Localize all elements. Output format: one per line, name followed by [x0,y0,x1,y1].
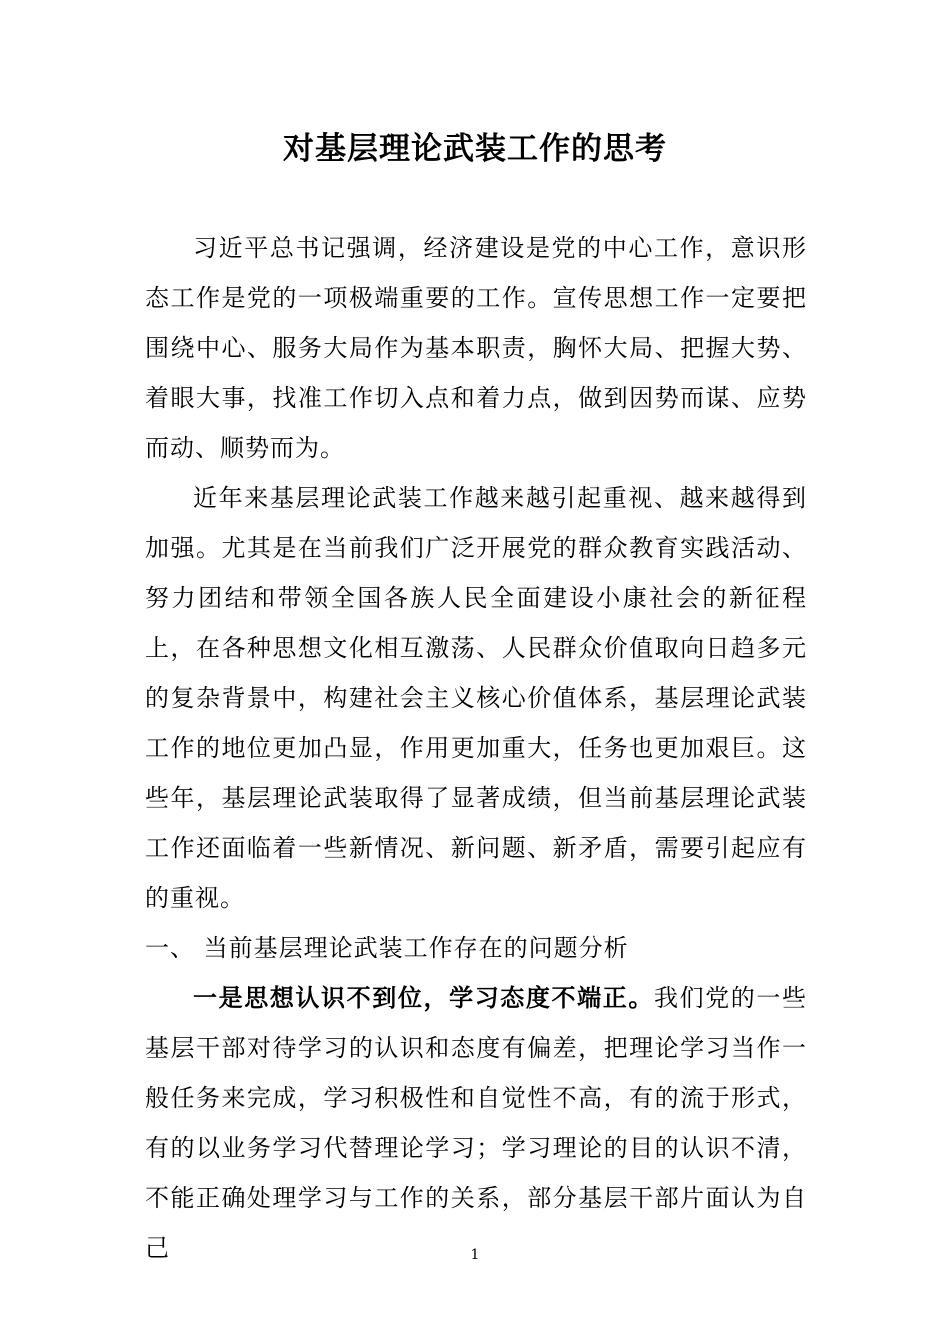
paragraph-intro: 习近平总书记强调，经济建设是党的中心工作，意识形态工作是党的一项极端重要的工作。宣传思想工作一定要把围绕中心、服务大局作为基本职责，胸怀大局、把握大势、着眼大事，找准工作切入点和着力点，做到因势而谋、应势而动、顺势而为。 [145,234,807,462]
page-number: 1 [470,1247,480,1263]
document-body [145,223,807,1273]
paragraph-problem-one [145,973,807,1273]
paragraph-body-text: 我们党的一些基层干部对待学习的认识和态度有偏差，把理论学习当作一般任务来完成，学习积极性和自觉性不高，有的流于形式，有的以业务学习代替理论学习；学习理论的目的认识不清，不能正确处理学习与工作的关系，部分基层干部片面认为自己 [145,984,808,1262]
paragraph-background: 近年来基层理论武装工作越来越引起重视、越来越得到加强。尤其是在当前我们广泛开展党的群众教育实践活动、努力团结和带领全国各族人民全面建设小康社会的新征程上，在各种思想文化相互激荡、人民群众价值取向日趋多元的复杂背景中，构建社会主义核心价值体系，基层理论武装工作的地位更加凸显，作用更加重大，任务也更加艰巨。这些年，基层理论武装取得了显著成绩，但当前基层理论武装工作还面临着一些新情况、新问题、新矛盾，需要引起应有的重视。 [145,484,807,912]
document-title: 对基层理论武装工作的思考 [283,131,667,167]
section-heading: 一、 当前基层理论武装工作存在的问题分析 [145,934,629,962]
paragraph-lead-text: 一是思想认识不到位，学习态度不端正。 [193,983,654,1012]
